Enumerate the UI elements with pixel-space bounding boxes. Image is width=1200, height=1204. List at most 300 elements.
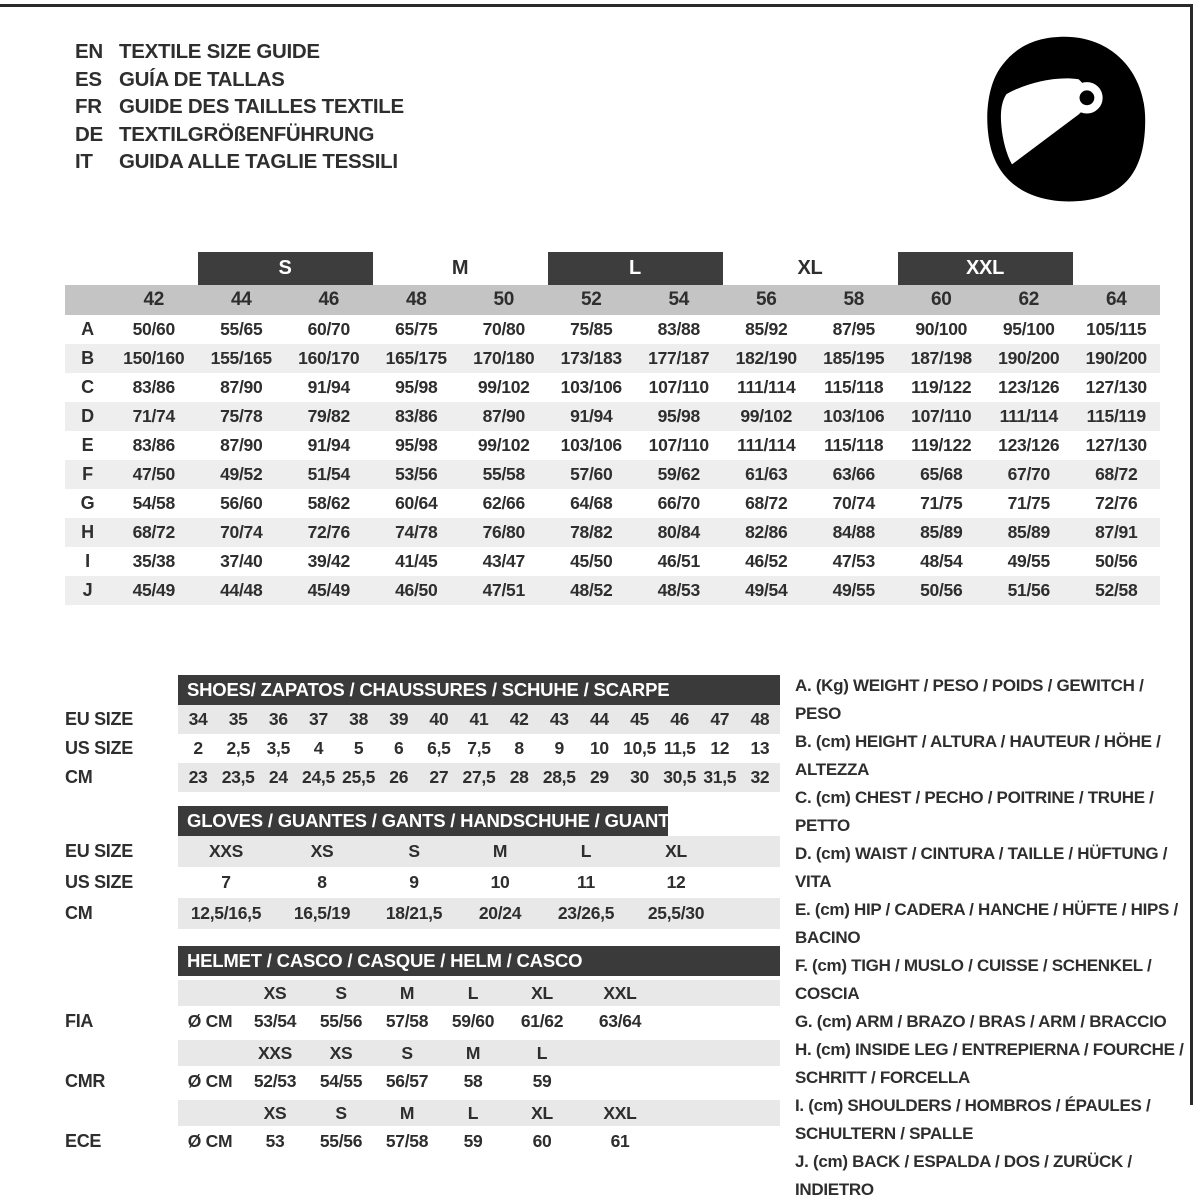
measure-value-cell: 57/60	[570, 464, 613, 484]
shoes-table-title: SHOES/ ZAPATOS / CHAUSSURES / SCHUHE / SCARPE	[178, 675, 780, 705]
measure-value-cell: 71/74	[132, 406, 175, 426]
helmet-value-cell: 56/57	[385, 1070, 429, 1091]
measurement-row-j	[65, 576, 1160, 605]
size-number: 52	[580, 289, 602, 310]
measure-value-cell: 90/100	[915, 319, 968, 339]
shoes-size-cell: 45	[630, 709, 649, 729]
measure-value-cell: 95/98	[395, 377, 438, 397]
legend-entry: A. (Kg) WEIGHT / PESO / POIDS / GEWITCH / PESO	[795, 676, 1144, 723]
helmet-value-cell: 57/58	[385, 1130, 429, 1151]
helmet-standard-label: ECE	[65, 1130, 102, 1151]
helmet-standard-label: FIA	[65, 1010, 94, 1031]
language-title: TEXTILE SIZE GUIDE	[119, 40, 320, 63]
helmet-value-cell: 61	[610, 1130, 630, 1151]
measure-value-cell: 70/74	[832, 493, 875, 513]
language-title: GUIDA ALLE TAGLIE TESSILI	[119, 150, 398, 173]
measure-value-cell: 60/64	[395, 493, 438, 513]
measure-value-cell: 83/88	[657, 319, 700, 339]
measure-value-cell: 58/62	[307, 493, 350, 513]
legend-entry: H. (cm) INSIDE LEG / ENTREPIERNA / FOURCHE / SCHRITT / FORCELLA	[795, 1040, 1184, 1087]
shoes-row-label: EU SIZE	[65, 709, 133, 729]
helmet-value-row-cmr	[65, 1066, 780, 1096]
shoes-row-label: US SIZE	[65, 738, 133, 758]
measure-value-cell: 119/122	[911, 377, 972, 397]
measure-value-cell: 53/56	[395, 464, 438, 484]
measurement-row-a	[65, 315, 1160, 344]
measure-value-cell: 79/82	[307, 406, 350, 426]
helmet-size-cell: XL	[531, 982, 553, 1003]
language-code: DE	[75, 122, 103, 146]
measure-value-cell: 50/60	[132, 319, 175, 339]
helmet-size-cell: L	[467, 982, 479, 1003]
measure-value-cell: 107/110	[648, 377, 709, 397]
shoes-size-cell: 29	[589, 767, 609, 787]
measure-value-cell: 52/58	[1095, 580, 1138, 600]
shoes-size-cell: 48	[750, 709, 770, 729]
shoes-size-cell: 24,5	[302, 767, 335, 787]
measurement-row-e	[65, 431, 1160, 460]
measurement-row-c	[65, 373, 1160, 402]
gloves-size-cell: M	[492, 841, 508, 861]
measure-value-cell: 87/90	[220, 377, 263, 397]
textile-size-table	[65, 252, 1160, 605]
gloves-row-cells	[178, 898, 780, 929]
size-number: 54	[668, 289, 690, 310]
measure-value-cell: 150/160	[123, 348, 185, 368]
shoes-row-label: CM	[65, 767, 93, 787]
measure-value-cell: 91/94	[307, 435, 350, 455]
measure-value-cell: 95/100	[1002, 319, 1055, 339]
helmet-size-cell: M	[399, 982, 415, 1003]
measure-value-cell: 45/49	[132, 580, 175, 600]
legend-entry: E. (cm) HIP / CADERA / HANCHE / HÜFTE / HIPS / BACINO	[795, 900, 1178, 947]
measure-value-cell: 85/92	[745, 319, 788, 339]
measure-value-cell: 44/48	[220, 580, 263, 600]
measure-value-cell: 99/102	[740, 406, 793, 426]
measure-value-cell: 35/38	[132, 551, 175, 571]
measure-value-cell: 71/75	[920, 493, 963, 513]
measure-value-cell: 190/200	[1085, 348, 1147, 368]
size-band-row	[65, 252, 1160, 285]
measure-value-cell: 66/70	[657, 493, 700, 513]
measure-value-cell: 190/200	[998, 348, 1060, 368]
size-number: 44	[230, 289, 252, 310]
measure-value-cell: 85/89	[920, 522, 963, 542]
measure-value-cell: 115/119	[1086, 406, 1146, 426]
measure-value-cell: 68/72	[745, 493, 788, 513]
helmet-value-cells	[178, 1126, 780, 1156]
language-code: ES	[75, 67, 102, 91]
measure-value-cell: 37/40	[220, 551, 263, 571]
measurement-row-i	[65, 547, 1160, 576]
helmet-value-row-fia	[65, 1006, 780, 1036]
shoes-size-cell: 27,5	[462, 767, 496, 787]
shoes-size-cell: 6	[394, 738, 404, 758]
gloves-row	[65, 867, 780, 898]
measurement-row-b	[65, 344, 1160, 373]
measure-value-cell: 71/75	[1007, 493, 1050, 513]
gloves-size-cell: 23/26,5	[557, 903, 615, 923]
measure-value-cell: 49/54	[745, 580, 788, 600]
gloves-size-cell: 20/24	[478, 903, 522, 923]
measure-value-cell: 84/88	[832, 522, 875, 542]
size-number-row	[65, 285, 1160, 315]
gloves-row-label: EU SIZE	[65, 841, 133, 861]
helmet-size-cell: S	[401, 1042, 413, 1063]
legend-entry: C. (cm) CHEST / PECHO / POITRINE / TRUHE / PETTO	[795, 788, 1154, 835]
gloves-size-cell: 12	[666, 872, 686, 892]
measure-value-cell: 56/60	[220, 493, 263, 513]
shoes-row	[65, 763, 780, 792]
top-border-line	[0, 4, 1193, 7]
helmet-value-cell: 61/62	[520, 1010, 564, 1031]
helmet-size-cells	[178, 980, 780, 1006]
measure-value-cell: 49/55	[832, 580, 875, 600]
size-number: 50	[493, 289, 515, 310]
shoes-size-cell: 38	[349, 709, 369, 729]
measure-row-label: C	[81, 377, 94, 397]
helmet-standard-label: CMR	[65, 1070, 106, 1091]
shoes-size-cell: 13	[750, 738, 770, 758]
measure-value-cell: 111/114	[737, 435, 796, 455]
measure-value-cell: 119/122	[911, 435, 972, 455]
size-number: 58	[843, 289, 865, 310]
measure-value-cell: 72/76	[307, 522, 350, 542]
size-label-l: L	[548, 252, 723, 285]
language-row	[75, 66, 404, 94]
measure-row-label: B	[81, 348, 94, 368]
shoes-size-cell: 35	[228, 709, 248, 729]
measure-value-cell: 82/86	[745, 522, 788, 542]
helmet-value-cell: 59	[463, 1130, 483, 1151]
shoes-size-cell: 23	[188, 767, 208, 787]
measure-value-cell: 78/82	[570, 522, 613, 542]
measure-value-cell: 91/94	[307, 377, 350, 397]
helmet-size-cell: XXL	[603, 1102, 637, 1123]
size-number: 46	[318, 289, 340, 310]
helmet-size-cell: S	[335, 982, 347, 1003]
measure-value-cell: 75/85	[570, 319, 613, 339]
measure-value-cell: 177/187	[648, 348, 710, 368]
measure-value-cell: 41/45	[395, 551, 438, 571]
size-number: 48	[405, 289, 427, 310]
measure-value-cell: 187/198	[910, 348, 972, 368]
shoes-size-cell: 9	[554, 738, 564, 758]
helmet-size-cell: M	[399, 1102, 415, 1123]
size-number: 60	[930, 289, 952, 310]
shoes-size-cell: 42	[509, 709, 529, 729]
measure-value-cell: 127/130	[1085, 377, 1147, 397]
measure-value-cell: 75/78	[220, 406, 263, 426]
measure-value-cell: 87/95	[832, 319, 875, 339]
gloves-size-cell: 16,5/19	[293, 903, 351, 923]
measure-value-cell: 95/98	[395, 435, 438, 455]
helmet-value-cell: 53/54	[253, 1010, 297, 1031]
measure-value-cell: 48/53	[657, 580, 700, 600]
helmet-value-cell: 59/60	[451, 1010, 495, 1031]
shoes-size-cell: 4	[313, 738, 324, 758]
measure-row-label: I	[85, 551, 90, 571]
shoes-size-cell: 40	[429, 709, 449, 729]
helmet-table	[65, 946, 780, 1156]
gloves-table	[65, 806, 780, 929]
measure-value-cell: 173/183	[560, 348, 622, 368]
measure-value-cell: 47/53	[832, 551, 875, 571]
helmet-unit-label: Ø CM	[187, 1070, 233, 1091]
measure-value-cell: 95/98	[657, 406, 700, 426]
size-label-s: S	[198, 252, 373, 285]
size-label-m: M	[451, 257, 469, 279]
helmet-size-cells	[178, 1100, 780, 1126]
shoes-size-cell: 23,5	[221, 767, 255, 787]
measure-row-label: G	[80, 493, 95, 513]
language-row	[75, 38, 404, 66]
shoes-size-cell: 43	[549, 709, 569, 729]
helmet-value-cell: 60	[532, 1130, 552, 1151]
shoes-size-cell: 12	[710, 738, 730, 758]
measure-value-cell: 107/110	[648, 435, 709, 455]
shoes-table	[65, 675, 780, 792]
measure-value-cell: 123/126	[998, 435, 1060, 455]
size-number: 64	[1105, 289, 1127, 310]
legend-entry: G. (cm) ARM / BRAZO / BRAS / ARM / BRACCIO	[795, 1012, 1167, 1031]
gloves-size-cell: S	[408, 841, 420, 861]
shoes-size-cell: 10,5	[623, 738, 656, 758]
gloves-size-cell: 8	[317, 872, 327, 892]
measurement-legend	[795, 672, 1187, 1204]
gloves-row	[65, 898, 780, 929]
measure-value-cell: 74/78	[395, 522, 438, 542]
measure-value-cell: 47/50	[132, 464, 175, 484]
measure-value-cell: 59/62	[657, 464, 700, 484]
helmet-size-row-fia	[65, 976, 780, 1006]
gloves-row	[65, 836, 780, 867]
legend-entry: B. (cm) HEIGHT / ALTURA / HAUTEUR / HÖHE / ALTEZZA	[795, 732, 1161, 779]
measure-value-cell: 49/52	[220, 464, 263, 484]
measure-value-cell: 115/118	[824, 377, 884, 397]
measure-value-cell: 76/80	[482, 522, 525, 542]
measure-value-cell: 107/110	[911, 406, 972, 426]
measure-row-label: E	[81, 435, 94, 455]
helmet-value-cells	[178, 1066, 780, 1096]
shoes-size-cell: 24	[268, 767, 288, 787]
shoes-size-cell: 7,5	[467, 738, 491, 758]
gloves-size-cell: L	[580, 841, 592, 861]
racing-helmet-icon	[975, 25, 1160, 215]
measure-row-label: J	[82, 580, 93, 600]
measure-value-cell: 185/195	[823, 348, 885, 368]
measure-value-cell: 170/180	[473, 348, 535, 368]
gloves-rows	[65, 836, 780, 929]
gloves-size-cell: 10	[490, 872, 510, 892]
measure-value-cell: 49/55	[1007, 551, 1050, 571]
shoes-size-cell: 46	[670, 709, 690, 729]
helmet-size-row-cmr	[65, 1036, 780, 1066]
helmet-size-row-gutter	[65, 1036, 178, 1066]
gloves-size-cell: XL	[665, 841, 687, 861]
language-code: IT	[75, 150, 93, 173]
shoes-size-cell: 31,5	[703, 767, 737, 787]
measure-value-cell: 87/91	[1095, 522, 1138, 542]
gloves-size-cell: 11	[577, 872, 595, 892]
measure-value-cell: 160/170	[298, 348, 360, 368]
measure-value-cell: 46/52	[745, 551, 788, 571]
gloves-table-title: GLOVES / GUANTES / GANTS / HANDSCHUHE / GUANTI	[178, 806, 668, 836]
measure-value-cell: 46/51	[657, 551, 700, 571]
helmet-size-cell: XS	[263, 1102, 287, 1123]
shoes-size-cell: 32	[750, 767, 770, 787]
measure-value-cell: 64/68	[570, 493, 613, 513]
measure-value-cell: 99/102	[477, 435, 530, 455]
measure-value-cell: 72/76	[1095, 493, 1138, 513]
measure-value-cell: 80/84	[657, 522, 700, 542]
shoes-size-cell: 3,5	[266, 738, 291, 758]
measure-value-cell: 54/58	[132, 493, 175, 513]
helmet-value-cell: 59	[532, 1070, 552, 1091]
measure-value-cell: 55/58	[482, 464, 525, 484]
measurement-row-f	[65, 460, 1160, 489]
legend-entry: D. (cm) WAIST / CINTURA / TAILLE / HÜFTUNG / VITA	[795, 844, 1168, 891]
helmet-size-row-ece	[65, 1096, 780, 1126]
language-title: GUÍA DE TALLAS	[119, 67, 285, 91]
measure-value-cell: 111/114	[737, 377, 796, 397]
language-title-list	[75, 38, 404, 176]
helmet-value-cell: 52/53	[253, 1070, 297, 1091]
helmet-rows	[65, 976, 780, 1156]
gloves-size-cell: 18/21,5	[385, 903, 443, 923]
legend-entry: I. (cm) SHOULDERS / HOMBROS / ÉPAULES / SCHULTERN / SPALLE	[795, 1096, 1151, 1143]
measure-value-cell: 45/50	[570, 551, 613, 571]
helmet-value-cell: 55/56	[319, 1010, 363, 1031]
helmet-value-cell: 58	[463, 1070, 483, 1091]
measure-value-cell: 70/74	[220, 522, 263, 542]
shoes-size-cell: 2,5	[226, 738, 250, 758]
measure-value-cell: 51/56	[1007, 580, 1050, 600]
measure-value-cell: 85/89	[1007, 522, 1050, 542]
measure-value-cell: 123/126	[998, 377, 1060, 397]
measure-value-cell: 50/56	[1095, 551, 1138, 571]
language-title: GUIDE DES TAILLES TEXTILE	[119, 95, 404, 118]
measure-value-cell: 127/130	[1085, 435, 1147, 455]
legend-entry: F. (cm) TIGH / MUSLO / CUISSE / SCHENKEL / COSCIA	[795, 956, 1152, 1003]
measure-value-cell: 39/42	[307, 551, 350, 571]
measurement-row-d	[65, 402, 1160, 431]
gloves-row-label: US SIZE	[65, 872, 133, 892]
measure-value-cell: 50/56	[920, 580, 963, 600]
language-row	[75, 121, 404, 149]
helmet-size-row-gutter	[65, 1096, 178, 1126]
right-border-line	[1190, 5, 1193, 1105]
helmet-value-cells	[178, 1006, 780, 1036]
measure-value-cell: 111/114	[999, 406, 1058, 426]
gloves-size-cell: 7	[221, 872, 231, 892]
helmet-size-cell: XXS	[257, 1042, 293, 1063]
shoes-size-cell: 39	[389, 709, 409, 729]
measure-value-cell: 103/106	[823, 406, 885, 426]
helmet-value-cell: 54/55	[319, 1070, 363, 1091]
shoes-size-cell: 26	[389, 767, 409, 787]
shoes-row-cells	[178, 763, 780, 792]
measure-value-cell: 83/86	[132, 377, 175, 397]
helmet-size-cells	[178, 1040, 780, 1066]
measure-value-cell: 61/63	[745, 464, 788, 484]
measure-value-cell: 87/90	[482, 406, 525, 426]
helmet-size-cell: M	[465, 1042, 481, 1063]
shoes-rows	[65, 705, 780, 792]
measure-value-cell: 43/47	[482, 551, 525, 571]
measure-value-cell: 70/80	[482, 319, 525, 339]
size-number: 56	[755, 289, 777, 310]
helmet-size-cell: L	[536, 1042, 548, 1063]
helmet-value-cell: 63/64	[598, 1010, 642, 1031]
helmet-size-cell: XS	[329, 1042, 353, 1063]
measure-value-cell: 67/70	[1007, 464, 1050, 484]
shoes-size-cell: 47	[710, 709, 730, 729]
helmet-size-cell: XS	[263, 982, 287, 1003]
size-number: 42	[143, 289, 165, 310]
measure-value-cell: 91/94	[570, 406, 613, 426]
helmet-value-cell: 57/58	[385, 1010, 429, 1031]
measurement-row-h	[65, 518, 1160, 547]
gloves-row-cells	[178, 836, 780, 867]
shoes-size-cell: 10	[589, 738, 609, 758]
language-title: TEXTILGRÖßENFÜHRUNG	[119, 122, 375, 146]
measure-row-label: D	[81, 406, 94, 426]
helmet-table-title: HELMET / CASCO / CASQUE / HELM / CASCO	[178, 946, 780, 976]
measure-value-cell: 103/106	[560, 435, 622, 455]
measure-value-cell: 87/90	[220, 435, 263, 455]
gloves-size-cell: XS	[310, 841, 334, 861]
shoes-size-cell: 27	[429, 767, 449, 787]
measure-value-cell: 182/190	[735, 348, 797, 368]
legend-entry: J. (cm) BACK / ESPALDA / DOS / ZURÜCK / INDIETRO	[795, 1152, 1132, 1199]
measure-value-cell: 68/72	[1095, 464, 1138, 484]
shoes-size-cell: 36	[268, 709, 288, 729]
measure-row-label: H	[81, 522, 94, 542]
shoes-row-cells	[178, 734, 780, 763]
shoes-size-cell: 44	[589, 709, 609, 729]
helmet-size-row-gutter	[65, 976, 178, 1006]
shoes-size-cell: 8	[514, 738, 524, 758]
helmet-unit-label: Ø CM	[187, 1130, 233, 1151]
shoes-row	[65, 705, 780, 734]
measure-value-cell: 83/86	[132, 435, 175, 455]
measure-value-cell: 115/118	[824, 435, 884, 455]
measure-value-cell: 48/52	[570, 580, 613, 600]
measure-value-cell: 155/165	[210, 348, 272, 368]
measure-value-cell: 45/49	[307, 580, 350, 600]
measure-value-cell: 65/75	[395, 319, 438, 339]
helmet-size-cell: S	[335, 1102, 347, 1123]
shoes-row-cells	[178, 705, 780, 734]
language-code: FR	[75, 95, 102, 118]
measure-value-cell: 55/65	[220, 319, 263, 339]
gloves-size-cell: 9	[409, 872, 419, 892]
helmet-value-cell: 53	[265, 1130, 285, 1151]
shoes-size-cell: 41	[469, 709, 489, 729]
gloves-size-cell: XXS	[208, 841, 244, 861]
measure-value-cell: 99/102	[477, 377, 530, 397]
shoes-size-cell: 34	[188, 709, 208, 729]
size-label-xl: XL	[797, 257, 823, 279]
language-row	[75, 148, 404, 176]
measure-value-cell: 48/54	[920, 551, 963, 571]
measure-value-cell: 165/175	[385, 348, 447, 368]
size-label-xxl: XXL	[898, 252, 1073, 285]
language-row	[75, 93, 404, 121]
measure-value-cell: 51/54	[307, 464, 350, 484]
shoes-size-cell: 37	[309, 709, 328, 729]
